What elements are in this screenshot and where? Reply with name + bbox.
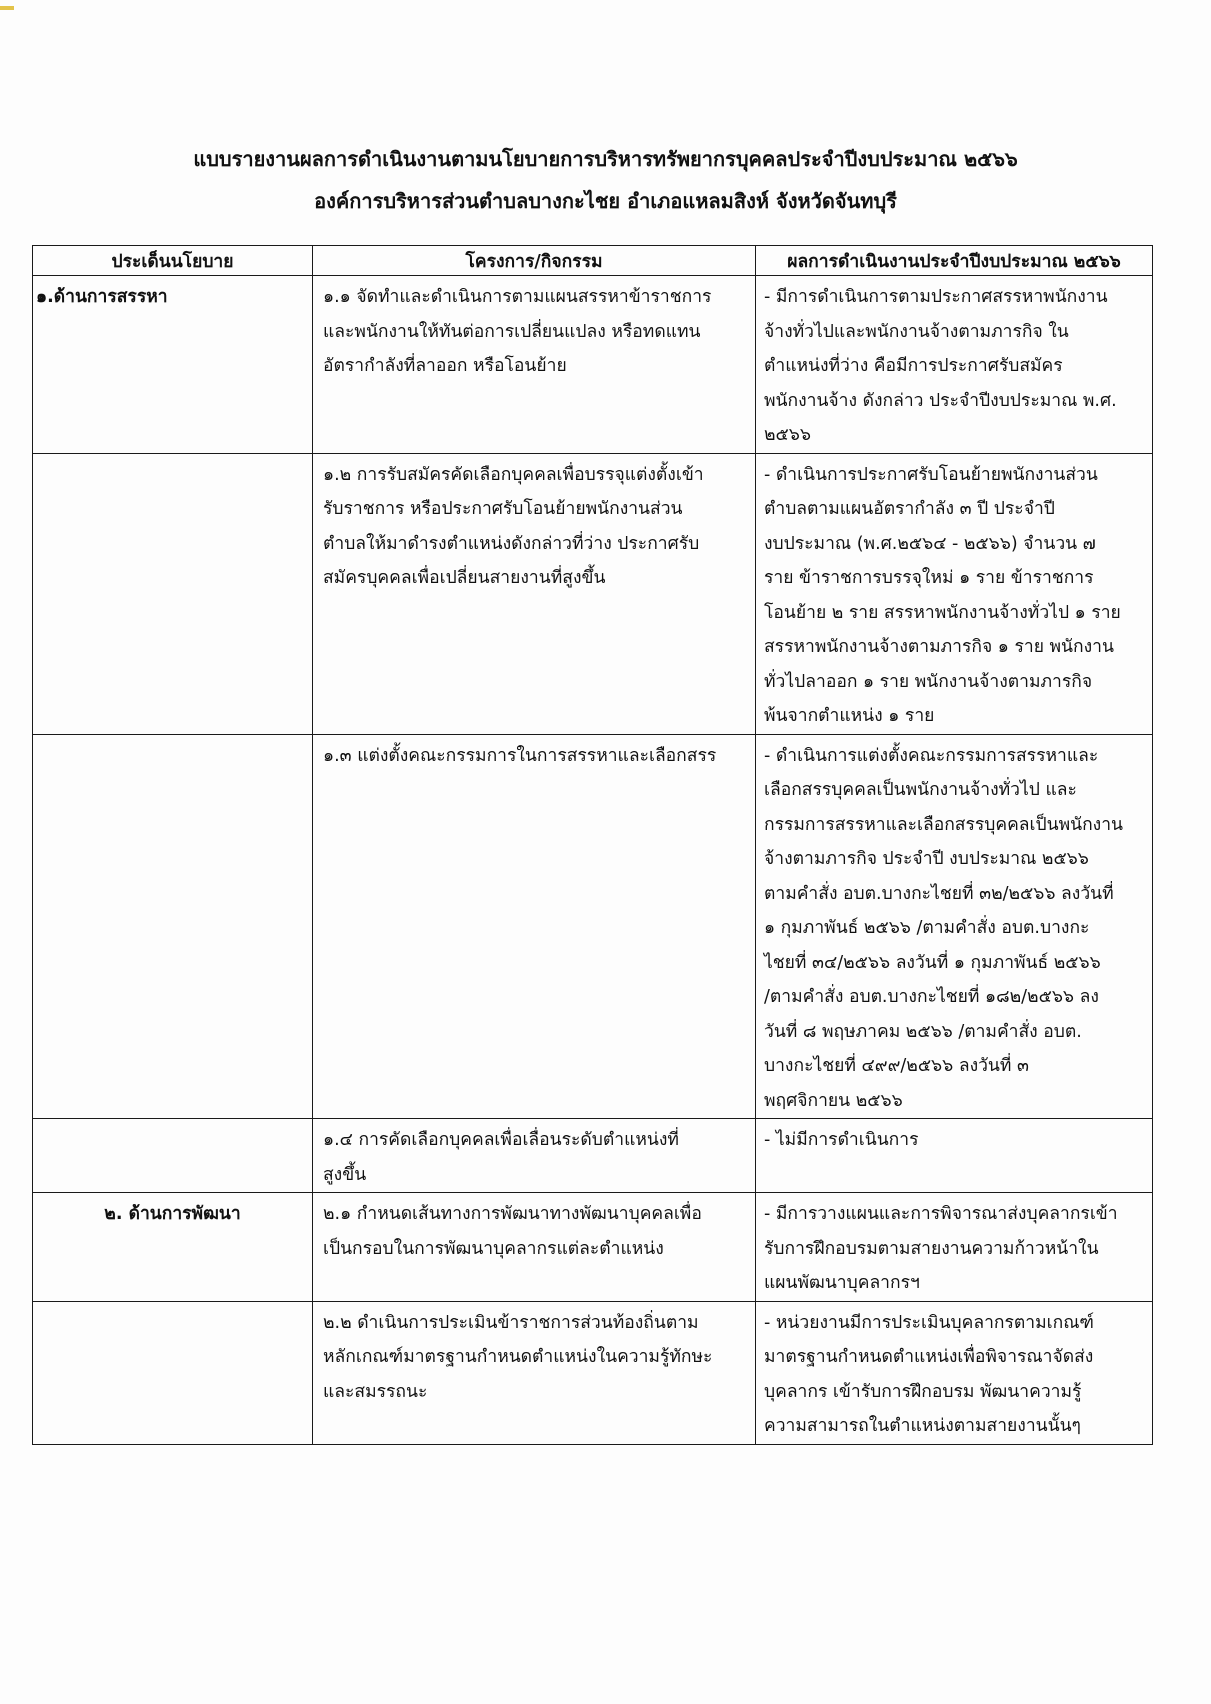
result-text-line: โอนย้าย ๒ ราย สรรหาพนักงานจ้างทั่วไป ๑ ราย <box>764 602 1121 623</box>
result-text-line: กรรมการสรรหาและเลือกสรรบุคคลเป็นพนักงาน <box>764 814 1124 835</box>
result-text-line: - มีการดำเนินการตามประกาศสรรหาพนักงาน <box>764 287 1108 307</box>
result-text-line: พฤศจิกายน ๒๕๖๖ <box>764 1090 903 1111</box>
policy-cell <box>33 276 313 454</box>
policy-cell <box>33 1301 313 1444</box>
policy-text-line: ๑.ด้านการสรรหา <box>36 287 168 307</box>
result-text-line: มาตรฐานกำหนดตำแหน่งเพื่อพิจารณาจัดส่ง <box>764 1347 1094 1367</box>
project-text-line: ๑.๑ จัดทำและดำเนินการตามแผนสรรหาข้าราชการ <box>323 287 712 307</box>
result-text-line: ราย ข้าราชการบรรจุใหม่ ๑ ราย ข้าราชการ <box>764 568 1094 588</box>
result-text-line: พ้นจากตำแหน่ง ๑ ราย <box>764 706 935 726</box>
result-cell <box>756 1193 1153 1302</box>
project-cell <box>313 276 756 454</box>
header-project: โครงการ/กิจกรรม <box>313 246 756 276</box>
project-text-line: และพนักงานให้ทันต่อการเปลี่ยนแปลง หรือทดแทน <box>323 321 701 342</box>
result-text-line: - ไม่มีการดำเนินการ <box>764 1130 919 1150</box>
result-text-line: - ดำเนินการแต่งตั้งคณะกรรมการสรรหาและ <box>764 745 1099 766</box>
policy-cell <box>33 453 313 734</box>
project-cell <box>313 1301 756 1444</box>
project-text-line: ๑.๒ การรับสมัครคัดเลือกบุคคลเพื่อบรรจุแต่งตั้งเข้า <box>323 464 704 485</box>
result-text-line: /ตามคำสั่ง อบต.บางกะไชยที่ ๑๘๒/๒๕๖๖ ลง <box>764 987 1099 1007</box>
table-row <box>33 734 1153 1119</box>
result-cell <box>756 453 1153 734</box>
result-text-line: สรรหาพนักงานจ้างตามภารกิจ ๑ ราย พนักงาน <box>764 637 1114 657</box>
result-text-line: ตามคำสั่ง อบต.บางกะไชยที่ ๓๒/๒๕๖๖ ลงวันที่ <box>764 883 1114 904</box>
project-text-line: รับราชการ หรือประกาศรับโอนย้ายพนักงานส่วน <box>323 499 683 519</box>
table-row <box>33 276 1153 454</box>
project-text-line: หลักเกณฑ์มาตรฐานกำหนดตำแหน่งในความรู้ทักษะ <box>323 1347 713 1367</box>
project-text-line: ๒.๑ กำหนดเส้นทางการพัฒนาทางพัฒนาบุคคลเพื่อ <box>323 1204 702 1224</box>
result-cell <box>756 1119 1153 1193</box>
project-text-line: ตำบลให้มาดำรงตำแหน่งดังกล่าวที่ว่าง ประกาศรับ <box>323 533 700 554</box>
policy-cell <box>33 1119 313 1193</box>
project-cell <box>313 734 756 1119</box>
result-text-line: บางกะไชยที่ ๔๙๙/๒๕๖๖ ลงวันที่ ๓ <box>764 1056 1029 1076</box>
result-text-line: เลือกสรรบุคคลเป็นพนักงานจ้างทั่วไป และ <box>764 780 1077 800</box>
table-row <box>33 1119 1153 1193</box>
policy-cell <box>33 1193 313 1302</box>
table-header-row <box>33 246 1153 276</box>
result-text-line: ตำแหน่งที่ว่าง คือมีการประกาศรับสมัคร <box>764 356 1063 376</box>
result-text-line: ๑ กุมภาพันธ์ ๒๕๖๖ /ตามคำสั่ง อบต.บางกะ <box>764 918 1090 938</box>
document-title-line-1: แบบรายงานผลการดำเนินงานตามนโยบายการบริหารทรัพยากรบุคคลประจำปีงบประมาณ ๒๕๖๖ <box>193 147 1018 171</box>
project-cell <box>313 453 756 734</box>
result-text-line: ความสามารถในตำแหน่งตามสายงานนั้นๆ <box>764 1416 1081 1436</box>
project-text-line: สูงขึ้น <box>323 1164 367 1185</box>
report-table <box>32 245 1153 1445</box>
scan-corner-mark <box>0 6 14 10</box>
result-cell <box>756 1301 1153 1444</box>
project-text-line: และสมรรถนะ <box>323 1381 428 1402</box>
result-text-line: ๒๕๖๖ <box>764 425 811 445</box>
project-text-line: ๑.๓ แต่งตั้งคณะกรรมการในการสรรหาและเลือกสรร <box>323 745 717 766</box>
project-cell <box>313 1119 756 1193</box>
result-text-line: จ้างทั่วไปและพนักงานจ้างตามภารกิจ ใน <box>764 321 1069 342</box>
result-text-line: - มีการวางแผนและการพิจารณาส่งบุคลากรเข้า <box>764 1204 1118 1224</box>
result-text-line: - หน่วยงานมีการประเมินบุคลากรตามเกณฑ์ <box>764 1312 1094 1333</box>
result-text-line: วันที่ ๘ พฤษภาคม ๒๕๖๖ /ตามคำสั่ง อบต. <box>764 1021 1082 1042</box>
project-text-line: ๒.๒ ดำเนินการประเมินข้าราชการส่วนท้องถิ่นตาม <box>323 1312 699 1333</box>
document-title-line-2: องค์การบริหารส่วนตำบลบางกะไชย อำเภอแหลมสิงห์ จังหวัดจันทบุรี <box>314 189 897 213</box>
result-text-line: ตำบลตามแผนอัตรากำลัง ๓ ปี ประจำปี <box>764 499 1055 519</box>
header-policy: ประเด็นนโยบาย <box>33 246 313 276</box>
policy-text-line: ๒. ด้านการพัฒนา <box>104 1204 241 1224</box>
result-text-line: จ้างตามภารกิจ ประจำปี งบประมาณ ๒๕๖๖ <box>764 849 1089 869</box>
result-text-line: บุคลากร เข้ารับการฝึกอบรม พัฒนาความรู้ <box>764 1381 1082 1402</box>
result-cell <box>756 276 1153 454</box>
result-text-line: ไชยที่ ๓๔/๒๕๖๖ ลงวันที่ ๑ กุมภาพันธ์ ๒๕๖๖ <box>764 952 1101 973</box>
result-text-line: งบประมาณ (พ.ศ.๒๕๖๔ - ๒๕๖๖) จำนวน ๗ <box>764 533 1096 554</box>
table-body <box>33 276 1153 1445</box>
header-result: ผลการดำเนินงานประจำปีงบประมาณ ๒๕๖๖ <box>756 246 1153 276</box>
project-cell <box>313 1193 756 1302</box>
project-text-line: สมัครบุคคลเพื่อเปลี่ยนสายงานที่สูงขึ้น <box>323 568 606 588</box>
result-text-line: รับการฝึกอบรมตามสายงานความก้าวหน้าใน <box>764 1238 1099 1259</box>
result-cell <box>756 734 1153 1119</box>
result-text-line: พนักงานจ้าง ดังกล่าว ประจำปีงบประมาณ พ.ศ. <box>764 390 1117 411</box>
table-row <box>33 1301 1153 1444</box>
project-text-line: อัตรากำลังที่ลาออก หรือโอนย้าย <box>323 356 567 376</box>
policy-cell <box>33 734 313 1119</box>
result-text-line: แผนพัฒนาบุคลากรฯ <box>764 1273 920 1293</box>
project-text-line: ๑.๔ การคัดเลือกบุคคลเพื่อเลื่อนระดับตำแหน่งที่ <box>323 1130 679 1150</box>
table-row <box>33 453 1153 734</box>
result-text-line: - ดำเนินการประกาศรับโอนย้ายพนักงานส่วน <box>764 464 1098 485</box>
project-text-line: เป็นกรอบในการพัฒนาบุคลากรแต่ละตำแหน่ง <box>323 1238 664 1259</box>
result-text-line: ทั่วไปลาออก ๑ ราย พนักงานจ้างตามภารกิจ <box>764 671 1093 692</box>
table-row <box>33 1193 1153 1302</box>
